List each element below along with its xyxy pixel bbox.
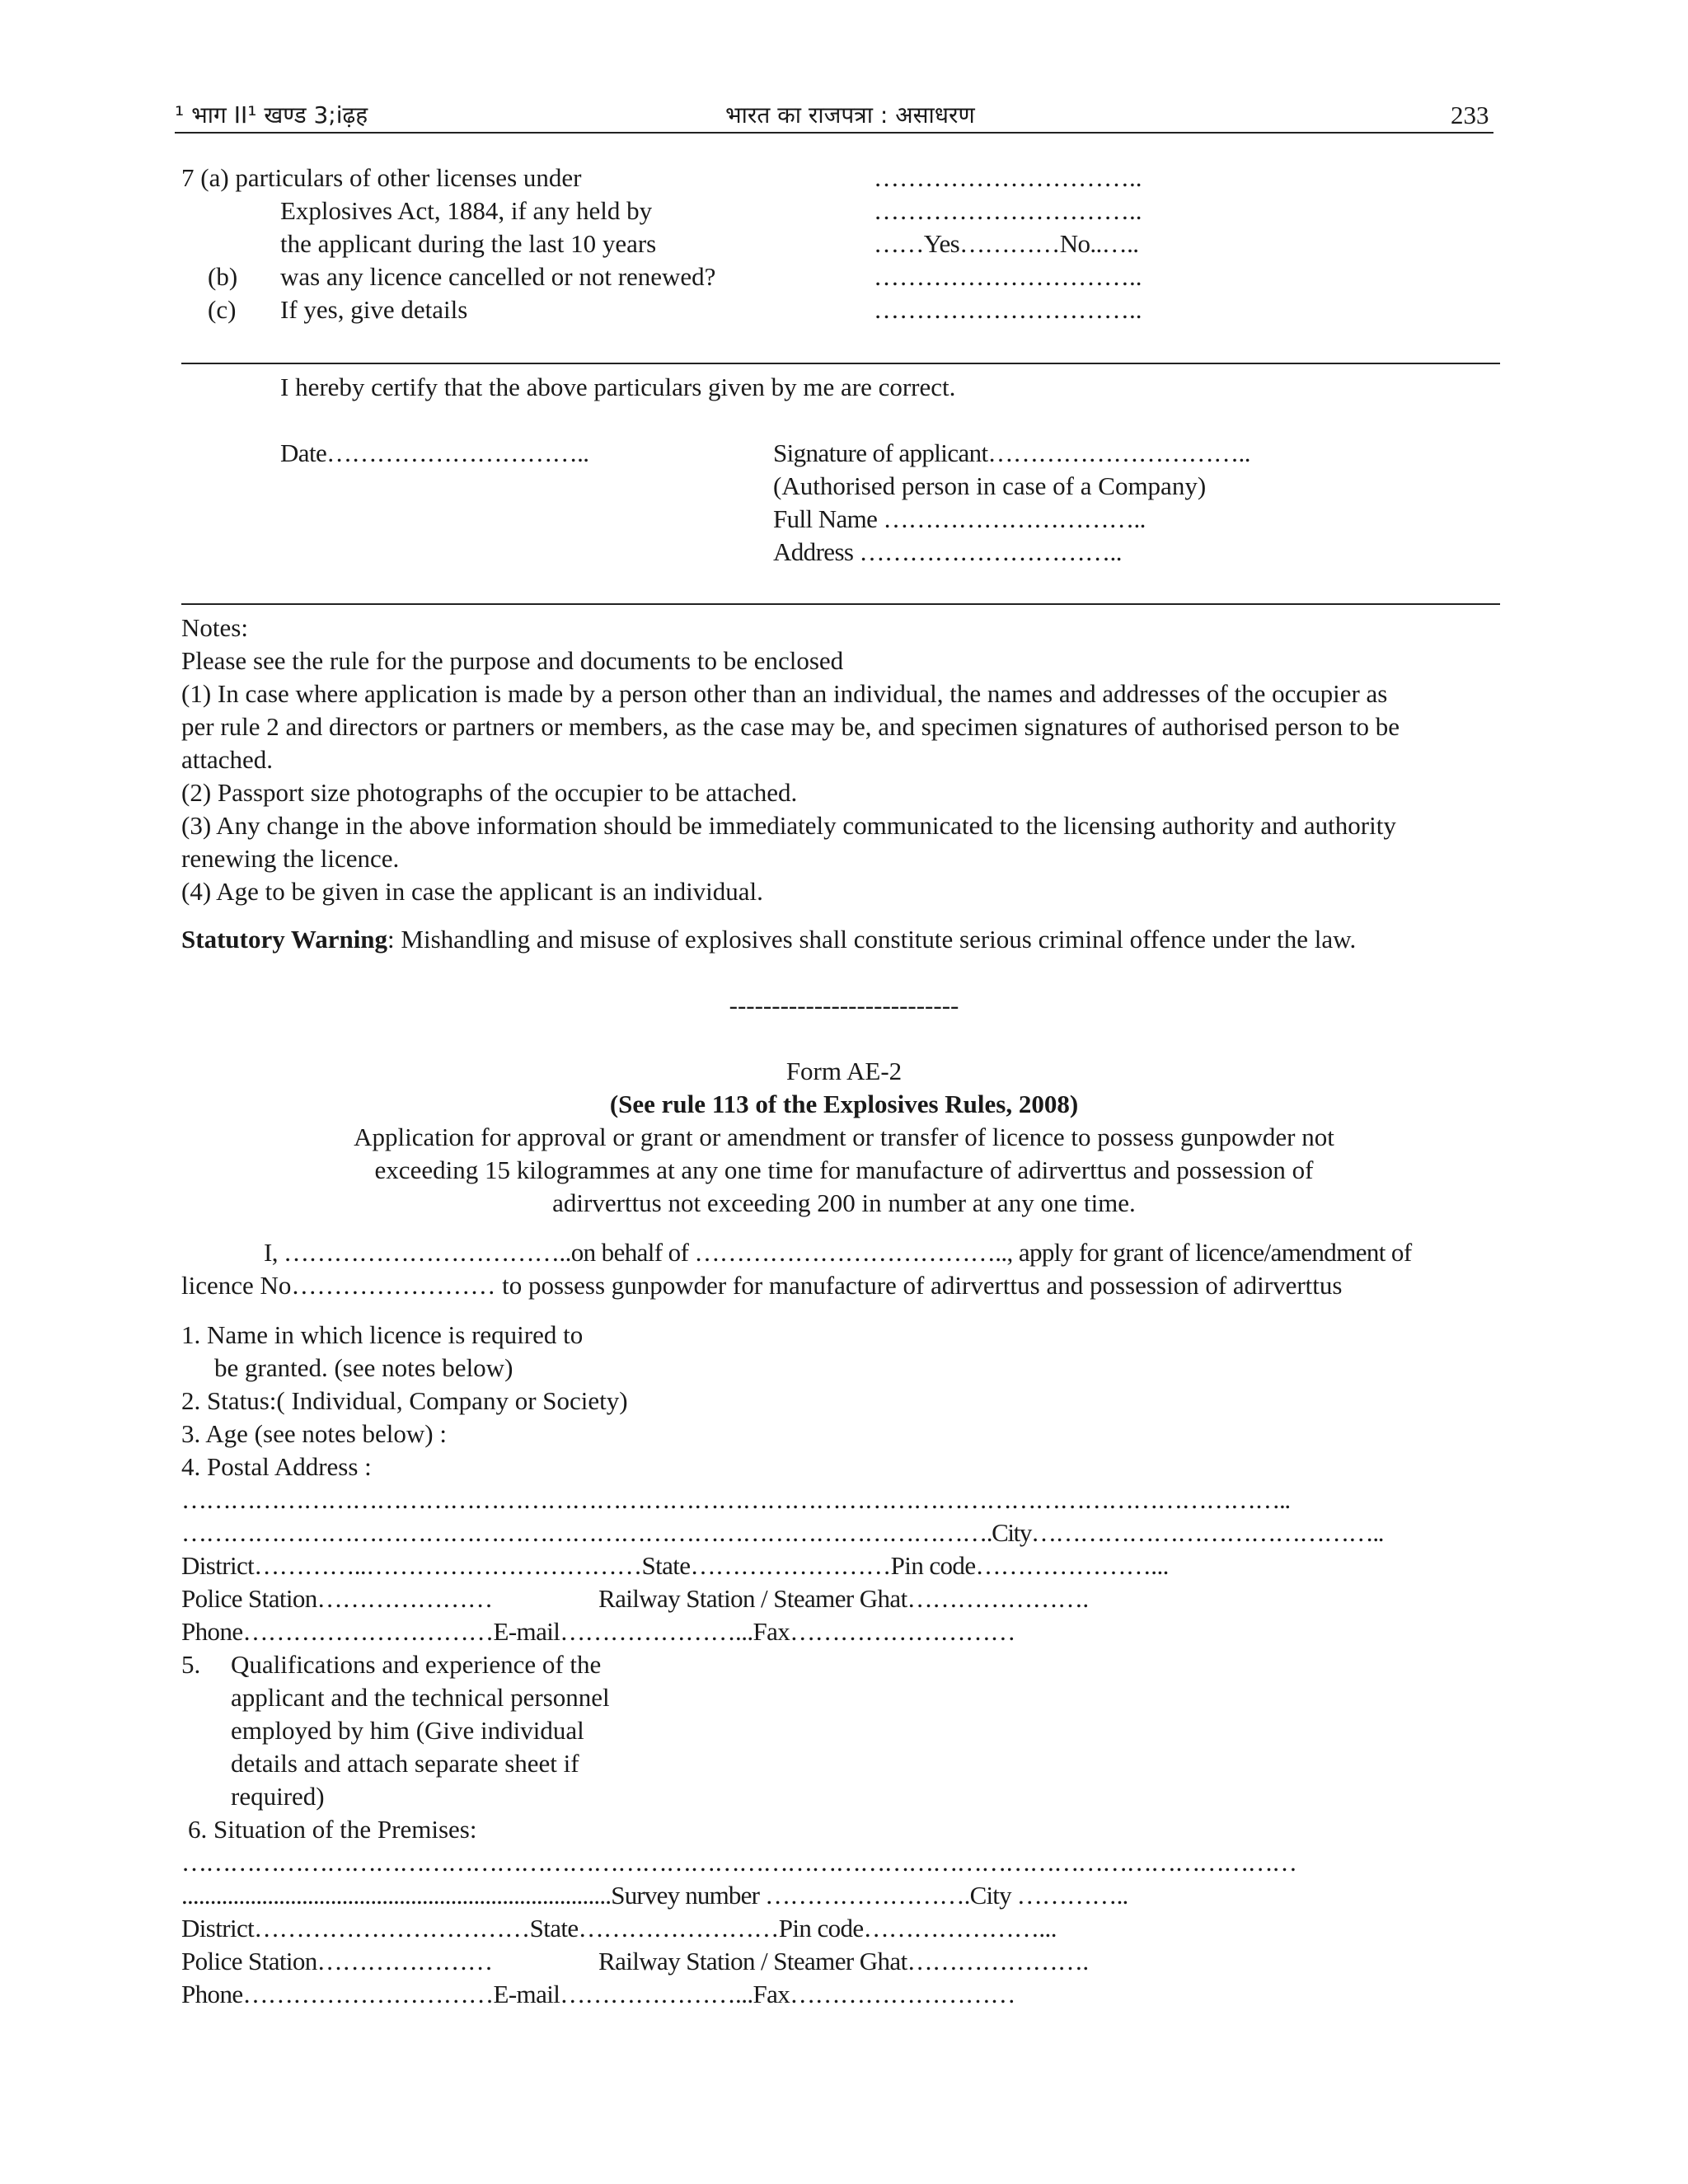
form-description-line3: adirverttus not exceeding 200 in number at any one time. (552, 1188, 1136, 1217)
note-2: (2) Passport size photographs of the occupier to be attached. (181, 778, 798, 807)
item7-a-line1: 7 (a) particulars of other licenses under (181, 163, 582, 192)
field-3-age: 3. Age (see notes below) : (181, 1419, 447, 1448)
address-city: ……………………………………………………………………………………….City…………………………………….. (181, 1518, 1384, 1547)
field-5-line2: applicant and the technical personnel (231, 1683, 610, 1712)
form-description-line2: exceeding 15 kilogrammes at any one time for manufacture of adirverttus and possession of (374, 1155, 1314, 1184)
certify-authorised: (Authorised person in case of a Company) (773, 471, 1207, 500)
field-5-number: 5. (181, 1650, 201, 1679)
field-5-line3: employed by him (Give individual (231, 1716, 584, 1745)
address-police-station: Police Station………………… (181, 1584, 493, 1613)
item7-c-text: If yes, give details (280, 295, 468, 324)
item7-yes-no: ……Yes…………No..….. (874, 229, 1139, 258)
section-rule-2 (181, 603, 1500, 605)
section-separator: --------------------------- (729, 991, 959, 1019)
field-6-premises: 6. Situation of the Premises: (188, 1815, 477, 1844)
certify-address: Address ………………………….. (773, 537, 1122, 566)
field-5-line1: Qualifications and experience of the (231, 1650, 602, 1679)
notes-intro: Please see the rule for the purpose and documents to be enclosed (181, 646, 844, 675)
form-description-line1: Application for approval or grant or amendment or transfer of licence to possess gunpowder not (354, 1122, 1334, 1151)
item7-dots-4: ………………………….. (874, 262, 1142, 291)
header-left: ¹ भाग II¹ खण्ड 3;iढ़ह (175, 101, 368, 129)
field-1-line1: 1. Name in which licence is required to (181, 1320, 584, 1349)
field-5-line4: details and attach separate sheet if (231, 1749, 579, 1778)
warning-label: Statutory Warning (181, 925, 388, 954)
certify-full-name: Full Name ………………………….. (773, 504, 1146, 533)
field-1-line2: be granted. (see notes below) (214, 1353, 513, 1382)
header-rule (175, 132, 1493, 134)
premises-railway-station: Railway Station / Steamer Ghat…………………. (598, 1947, 1089, 1975)
field-2-status: 2. Status:( Individual, Company or Society) (181, 1386, 628, 1415)
note-1-line1: (1) In case where application is made by a person other than an individual, the names and addresses of the occupier as (181, 679, 1388, 708)
statutory-warning (181, 923, 1356, 956)
header-center: भारत का राजपत्रा : असाधरण (725, 101, 975, 129)
item7-a-line2: Explosives Act, 1884, if any held by (280, 196, 653, 225)
section-rule-1 (181, 363, 1500, 364)
address-dots: ……………………………………………………………………………………………………………………….. (181, 1485, 1290, 1514)
field-5-line5: required) (231, 1782, 325, 1811)
premises-survey-number: ...........................................................................Survey number …………………….City ………….. (181, 1881, 1128, 1910)
apply-line1: I, ……………………………..on behalf of ……………………………….., apply for grant of licence/amendment of (264, 1238, 1412, 1267)
premises-district: District……………………………State……………………Pin code…………………... (181, 1914, 1057, 1943)
premises-police-station: Police Station………………… (181, 1947, 493, 1975)
premises-phone: Phone…………………………E-mail…………………...Fax……………………… (181, 1980, 1015, 2008)
item7-a-line3: the applicant during the last 10 years (280, 229, 657, 258)
apply-line2: licence No…………………… to possess gunpowder for manufacture of adirverttus and possession of adirverttus (181, 1271, 1343, 1300)
notes-heading: Notes: (181, 613, 248, 642)
item7-dots-1: ………………………….. (874, 163, 1142, 192)
address-phone: Phone…………………………E-mail…………………...Fax……………………… (181, 1617, 1015, 1646)
note-1-line3: attached. (181, 745, 274, 774)
note-3-line2: renewing the licence. (181, 844, 400, 873)
warning-text: : Mishandling and misuse of explosives shall constitute serious criminal offence under the law. (387, 925, 1357, 954)
item7-dots-2: ………………………….. (874, 196, 1142, 225)
premises-dots: ………………………………………………………………………………………………………………………… (181, 1848, 1296, 1877)
item7-b-label: (b) (208, 262, 238, 291)
item7-dots-5: ………………………….. (874, 295, 1142, 324)
certify-statement: I hereby certify that the above particulars given by me are correct. (280, 373, 956, 401)
address-railway-station: Railway Station / Steamer Ghat…………………. (598, 1584, 1089, 1613)
form-rule-reference: (See rule 113 of the Explosives Rules, 2008) (609, 1090, 1079, 1118)
certify-date: Date………………………….. (280, 438, 589, 467)
address-district: District…………..……………………………State……………………Pin code…………………... (181, 1551, 1169, 1580)
field-4-postal-address: 4. Postal Address : (181, 1452, 372, 1481)
form-title: Form AE-2 (785, 1057, 903, 1085)
note-4: (4) Age to be given in case the applicant is an individual. (181, 877, 763, 906)
note-3-line1: (3) Any change in the above information should be immediately communicated to the licensing authority and authority (181, 811, 1396, 840)
certify-signature: Signature of applicant………………………….. (773, 438, 1250, 467)
note-1-line2: per rule 2 and directors or partners or members, as the case may be, and specimen signatures of authorised person to be (181, 712, 1400, 741)
item7-c-label: (c) (208, 295, 237, 324)
item7-b-text: was any licence cancelled or not renewed? (280, 262, 716, 291)
page-number: 233 (1451, 101, 1489, 129)
